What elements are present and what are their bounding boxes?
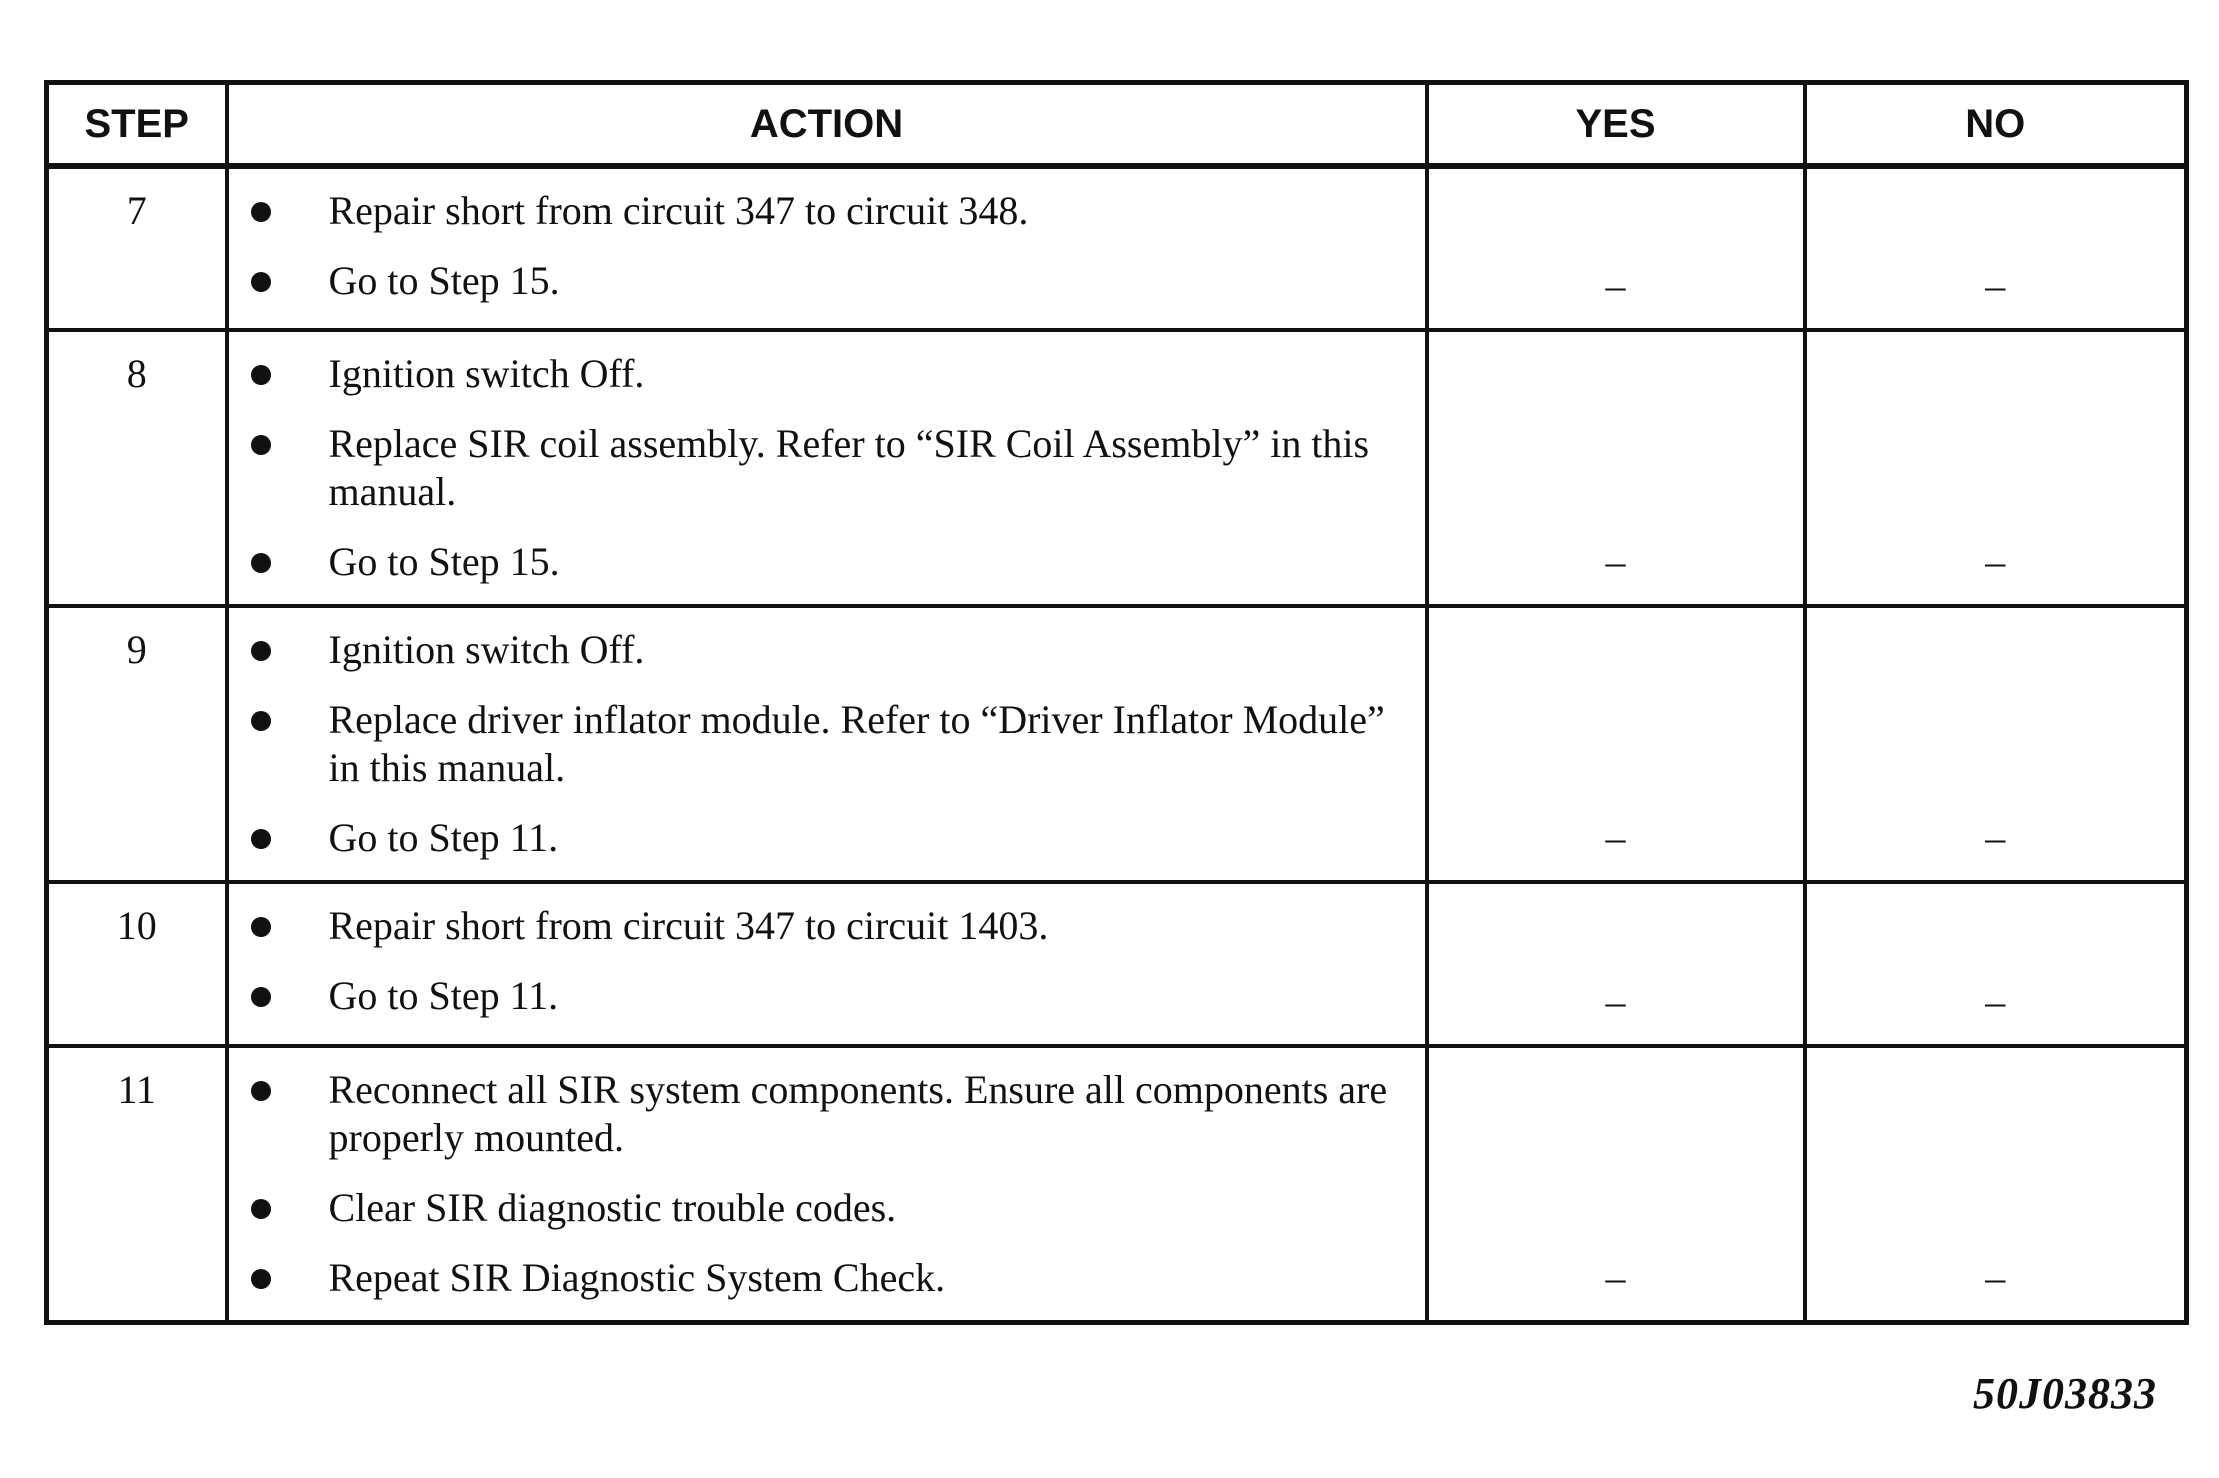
table-row bbox=[47, 882, 2187, 1046]
table-body bbox=[47, 166, 2187, 1323]
bullet-icon bbox=[251, 1269, 271, 1289]
step-column-header: STEP bbox=[47, 83, 227, 167]
step-number: 9 bbox=[126, 627, 147, 672]
action-cell bbox=[227, 882, 1427, 1046]
action-column-header: ACTION bbox=[227, 83, 1427, 167]
bullet-icon bbox=[251, 917, 271, 937]
action-list bbox=[239, 902, 1405, 1020]
action-text: Go to Step 11. bbox=[328, 815, 559, 860]
yes-cell bbox=[1427, 882, 1805, 1046]
action-text: Repeat SIR Diagnostic System Check. bbox=[328, 1255, 946, 1300]
table-row bbox=[47, 606, 2187, 882]
step-number: 11 bbox=[117, 1067, 156, 1112]
no-value: – bbox=[1985, 1255, 2006, 1300]
no-value: – bbox=[1985, 263, 2006, 308]
yes-value: – bbox=[1605, 1255, 1626, 1300]
list-item bbox=[239, 187, 1405, 235]
list-item bbox=[239, 814, 1405, 862]
list-item bbox=[239, 972, 1405, 1020]
bullet-icon bbox=[251, 641, 271, 661]
action-list bbox=[239, 187, 1405, 305]
bullet-icon bbox=[251, 711, 271, 731]
step-number: 7 bbox=[126, 188, 147, 233]
bullet-icon bbox=[251, 829, 271, 849]
action-list bbox=[239, 1066, 1405, 1302]
bullet-icon bbox=[251, 202, 271, 222]
bullet-icon bbox=[251, 987, 271, 1007]
step-number-cell bbox=[47, 882, 227, 1046]
yes-value: – bbox=[1605, 263, 1626, 308]
yes-cell bbox=[1427, 1046, 1805, 1323]
action-text: Go to Step 15. bbox=[328, 258, 560, 303]
step-number: 10 bbox=[116, 903, 157, 948]
table-row bbox=[47, 330, 2187, 606]
action-list bbox=[239, 626, 1405, 862]
action-list bbox=[239, 350, 1405, 586]
list-item bbox=[239, 257, 1405, 305]
diagnostic-step-table bbox=[44, 80, 2189, 1325]
no-cell bbox=[1805, 166, 2187, 330]
yes-cell bbox=[1427, 606, 1805, 882]
bullet-icon bbox=[251, 1081, 271, 1101]
no-value: – bbox=[1985, 979, 2006, 1024]
action-text: Reconnect all SIR system components. Ensure all components are properly mounted. bbox=[328, 1067, 1388, 1160]
list-item bbox=[239, 1184, 1405, 1232]
list-item bbox=[239, 420, 1405, 516]
action-text: Replace SIR coil assembly. Refer to “SIR Coil Assembly” in this manual. bbox=[328, 421, 1370, 514]
action-text: Replace driver inflator module. Refer to “Driver Inflator Module” in this manual. bbox=[328, 697, 1385, 790]
action-text: Repair short from circuit 347 to circuit 348. bbox=[328, 188, 1029, 233]
list-item bbox=[239, 1066, 1405, 1162]
no-value: – bbox=[1985, 815, 2006, 860]
no-cell bbox=[1805, 882, 2187, 1046]
no-cell bbox=[1805, 330, 2187, 606]
list-item bbox=[239, 626, 1405, 674]
action-text: Go to Step 11. bbox=[328, 973, 559, 1018]
action-text: Repair short from circuit 347 to circuit 1403. bbox=[328, 903, 1049, 948]
action-text: Clear SIR diagnostic trouble codes. bbox=[328, 1185, 897, 1230]
action-cell bbox=[227, 1046, 1427, 1323]
table-row bbox=[47, 1046, 2187, 1323]
no-cell bbox=[1805, 606, 2187, 882]
action-cell bbox=[227, 606, 1427, 882]
action-text: Ignition switch Off. bbox=[328, 627, 645, 672]
list-item bbox=[239, 538, 1405, 586]
list-item bbox=[239, 1254, 1405, 1302]
list-item bbox=[239, 902, 1405, 950]
no-column-header: NO bbox=[1805, 83, 2187, 167]
header-row bbox=[47, 83, 2187, 167]
table-header bbox=[47, 83, 2187, 167]
action-cell bbox=[227, 330, 1427, 606]
list-item bbox=[239, 350, 1405, 398]
yes-value: – bbox=[1605, 539, 1626, 584]
bullet-icon bbox=[251, 272, 271, 292]
bullet-icon bbox=[251, 553, 271, 573]
no-cell bbox=[1805, 1046, 2187, 1323]
step-number-cell bbox=[47, 166, 227, 330]
yes-cell bbox=[1427, 166, 1805, 330]
action-cell bbox=[227, 166, 1427, 330]
step-number-cell bbox=[47, 1046, 227, 1323]
step-number-cell bbox=[47, 330, 227, 606]
table-row bbox=[47, 166, 2187, 330]
action-text: Go to Step 15. bbox=[328, 539, 560, 584]
bullet-icon bbox=[251, 1199, 271, 1219]
figure-code: 50J03833 bbox=[1973, 1369, 2157, 1418]
yes-value: – bbox=[1605, 815, 1626, 860]
bullet-icon bbox=[251, 365, 271, 385]
yes-value: – bbox=[1605, 979, 1626, 1024]
step-number-cell bbox=[47, 606, 227, 882]
list-item bbox=[239, 696, 1405, 792]
action-text: Ignition switch Off. bbox=[328, 351, 645, 396]
bullet-icon bbox=[251, 435, 271, 455]
yes-column-header: YES bbox=[1427, 83, 1805, 167]
yes-cell bbox=[1427, 330, 1805, 606]
step-number: 8 bbox=[126, 351, 147, 396]
no-value: – bbox=[1985, 539, 2006, 584]
